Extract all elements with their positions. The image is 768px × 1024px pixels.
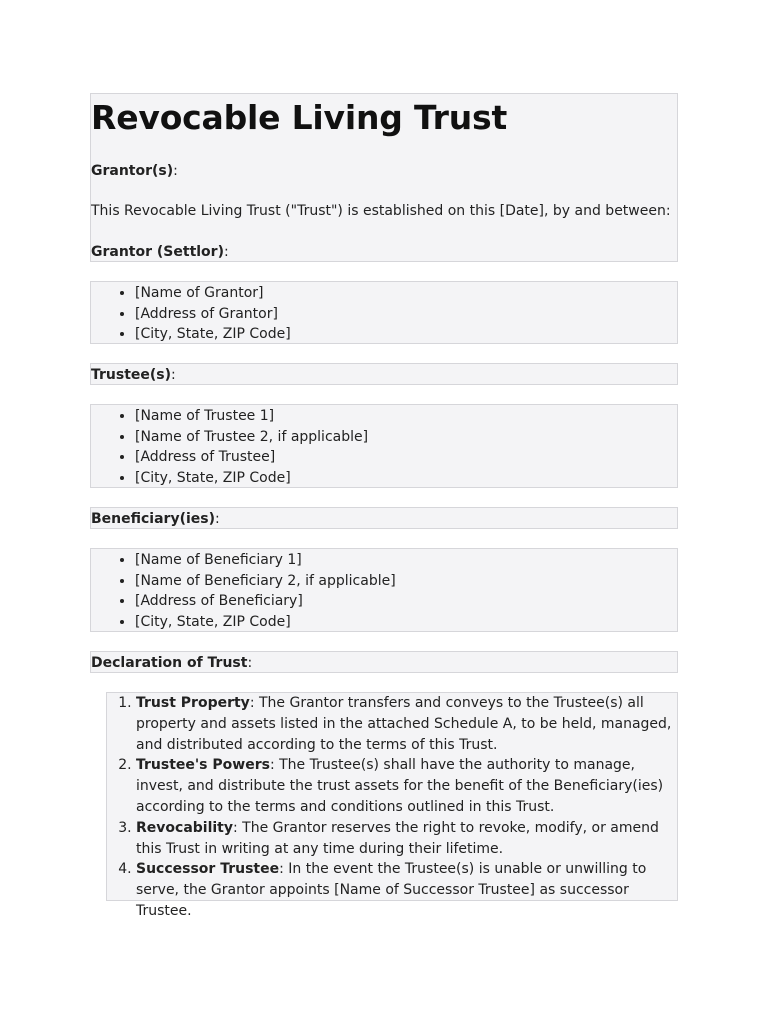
list-item: • [Name of Beneficiary 1]: [135, 550, 677, 571]
declaration-text: The Trustee(s) shall have the authority to manage, invest, and distribute the trust assets for the benefit of the Beneficiary(ies) according to the terms and conditions outlined in this Trust.: [136, 757, 664, 815]
declaration-text: In the event the Trustee(s) is unable or unwilling to serve, the Grantor appoints [Name of Successor Trustee] as successor Trustee.: [136, 861, 647, 919]
list-item: • [Name of Trustee 1]: [135, 406, 677, 427]
grantor-settlor-label: Grantor (Settlor): [91, 244, 224, 260]
declaration-heading-box: [90, 651, 678, 673]
list-item: • [City, State, ZIP Code]: [135, 324, 677, 345]
list-item: • [Address of Trustee]: [135, 447, 677, 468]
declaration-list: [106, 692, 678, 919]
declaration-text: The Grantor transfers and conveys to the Trustee(s) all property and assets listed in the attached Schedule A, to be held, managed, and distributed according to the terms of this Trust.: [136, 695, 672, 753]
declaration-label: Declaration of Trust: [91, 655, 248, 671]
list-item: • [Address of Grantor]: [135, 304, 677, 325]
list-item: • [Name of Trustee 2, if applicable]: [135, 427, 677, 448]
beneficiary-list: [90, 548, 678, 632]
grantors-label: Grantor(s): [91, 163, 174, 179]
beneficiaries-label: Beneficiary(ies): [91, 511, 216, 527]
declaration-term: Revocability: [136, 819, 234, 836]
list-item: • [Address of Beneficiary]: [135, 591, 677, 612]
declaration-item: 4. Successor Trustee: In the event the Trustee(s) is unable or unwilling to serve, the Grantor appoints [Name of Successor Trustee] as successor Trustee.: [136, 859, 677, 921]
beneficiaries-heading: Beneficiary(ies):: [91, 511, 220, 527]
declaration-text: The Grantor reserves the right to revoke, modify, or amend this Trust in writing at any time during their lifetime.: [136, 819, 659, 857]
intro-paragraph: This Revocable Living Trust ("Trust") is established on this [Date], by and between:: [91, 203, 671, 219]
declaration-term: Successor Trustee: [136, 861, 280, 878]
trustees-heading-box: [90, 363, 678, 385]
declaration-item: 2. Trustee's Powers: The Trustee(s) shall have the authority to manage, invest, and distribute the trust assets for the benefit of the Beneficiary(ies) according to the terms and conditions outlined in this Trust.: [136, 755, 677, 817]
trustees-heading: Trustee(s):: [91, 367, 176, 383]
declaration-item: 1. Trust Property: The Grantor transfers and conveys to the Trustee(s) all property and assets listed in the attached Schedule A, to be held, managed, and distributed according to the terms of this Trust.: [136, 693, 677, 755]
beneficiaries-heading-box: [90, 507, 678, 529]
header-section: [90, 93, 678, 262]
declaration-item: 3. Revocability: The Grantor reserves the right to revoke, modify, or amend this Trust in writing at any time during their lifetime.: [136, 818, 677, 860]
trustees-label: Trustee(s): [91, 367, 172, 383]
list-item: • [Name of Beneficiary 2, if applicable]: [135, 571, 677, 592]
grantor-list: [90, 281, 678, 344]
document-title: Revocable Living Trust: [91, 98, 508, 137]
list-item: • [City, State, ZIP Code]: [135, 468, 677, 489]
grantor-settlor-heading: Grantor (Settlor):: [91, 244, 229, 260]
list-item: • [City, State, ZIP Code]: [135, 612, 677, 633]
grantors-heading: Grantor(s):: [91, 163, 178, 179]
declaration-term: Trust Property: [136, 695, 250, 711]
trustee-list: [90, 404, 678, 488]
declaration-heading: Declaration of Trust:: [91, 655, 253, 671]
declaration-term: Trustee's Powers: [136, 757, 270, 774]
list-item: • [Name of Grantor]: [135, 283, 677, 304]
